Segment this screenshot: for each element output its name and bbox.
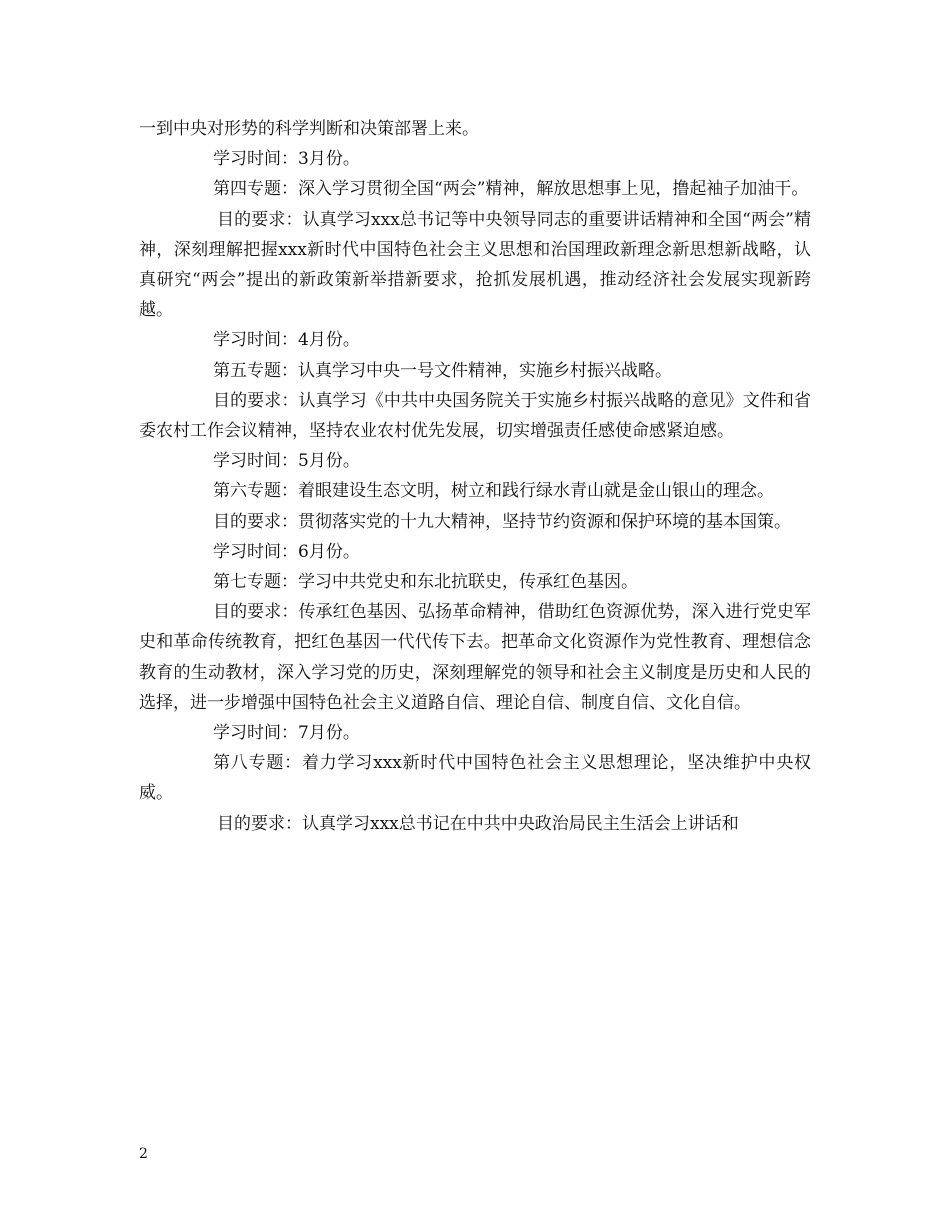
topic-7-requirements: 目的要求：传承红色基因、弘扬革命精神，借助红色资源优势，深入进行党史军史和革命传统教育，把红色基因一代代传下去。把革命文化资源作为党性教育、理想信念教育的生动教材，深入学习党的历史，深刻理解党的领导和社会主义制度是历史和人民的选择，进一步增强中国特色社会主义道路自信、理论自信、制度自信、文化自信。	[139, 602, 811, 713]
topic-6-requirements: 目的要求：贯彻落实党的十九大精神，坚持节约资源和保护环境的基本国策。	[213, 511, 791, 532]
topic-5-heading: 第五专题：认真学习中央一号文件精神，实施乡村振兴战略。	[213, 360, 672, 381]
topic-4-requirements: 目的要求：认真学习xxx总书记等中央领导同志的重要讲话精神和全国“两会”精神，深刻理解把握xxx新时代中国特色社会主义思想和治国理政新理念新思想新战略，认真研究“两会”提出的新政策新举措新要求，抢抓发展机遇，推动经济社会发展实现新跨越。	[139, 209, 811, 321]
body-text	[139, 114, 811, 839]
study-time-april: 学习时间：4月份。	[213, 330, 360, 351]
study-time-march: 学习时间：3月份。	[213, 149, 360, 170]
topic-4-heading: 第四专题：深入学习贯彻全国“两会”精神，解放思想事上见，撸起袖子加油干。	[213, 179, 809, 200]
topic-8-requirements: 目的要求：认真学习xxx总书记在中共中央政治局民主生活会上讲话和	[217, 813, 739, 834]
study-time-may: 学习时间：5月份。	[213, 451, 360, 472]
study-time-july: 学习时间：7月份。	[213, 723, 360, 744]
topic-8-heading: 第八专题：着力学习xxx新时代中国特色社会主义思想理论，坚决维护中央权威。	[139, 753, 811, 804]
paragraph-continuation: 一到中央对形势的科学判断和决策部署上来。	[139, 119, 479, 139]
topic-7-heading: 第七专题：学习中共党史和东北抗联史，传承红色基因。	[213, 572, 638, 593]
study-time-june: 学习时间：6月份。	[213, 541, 360, 562]
topic-5-requirements: 目的要求：认真学习《中共中央国务院关于实施乡村振兴战略的意见》文件和省委农村工作会议精神，坚持农业农村优先发展，切实增强责任感使命感紧迫感。	[139, 390, 811, 442]
page-number: 2	[139, 1146, 148, 1162]
topic-6-heading: 第六专题：着眼建设生态文明，树立和践行绿水青山就是金山银山的理念。	[213, 481, 774, 502]
